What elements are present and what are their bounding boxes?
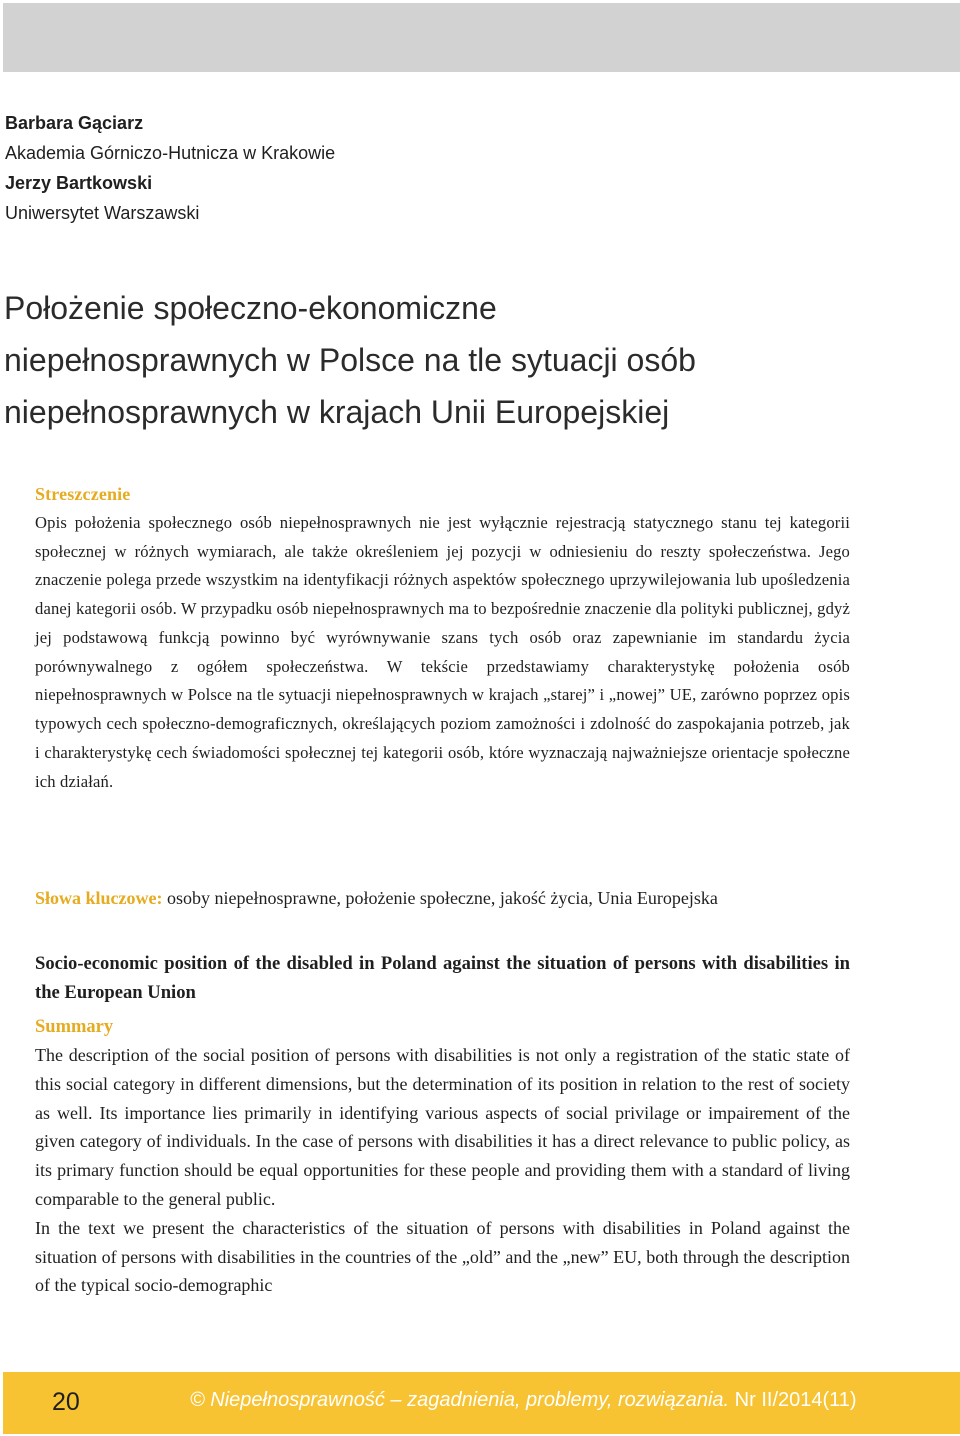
title-line: Położenie społeczno-ekonomiczne bbox=[4, 290, 497, 326]
author-name: Jerzy Bartkowski bbox=[5, 173, 153, 193]
english-title: Socio-economic position of the disabled in Poland against the situation of persons with disabilities in the European Union bbox=[35, 953, 850, 1003]
abstract-label: Streszczenie bbox=[35, 484, 131, 504]
header-bar bbox=[3, 3, 960, 72]
summary-en bbox=[35, 1013, 850, 1300]
abstract-pl bbox=[35, 480, 850, 796]
keywords bbox=[35, 884, 850, 913]
keywords-label: Słowa kluczowe: bbox=[35, 888, 163, 908]
title-line: niepełnosprawnych w Polsce na tle sytuacji osób bbox=[4, 342, 696, 378]
journal-info bbox=[190, 1389, 857, 1412]
summary-paragraph: The description of the social position of persons with disabilities is not only a registration of the static state of this social category in different dimensions, but the determination of its position in relation to the rest of society as well. Its importance lies primarily in identifying various aspects of social privilage or impairement of the given category of individuals. In the case of persons with disabilities it has a direct relevance to public policy, as its primary function should be equal opportunities for these people and providing them with a standard of living comparable to the general public. bbox=[35, 1045, 850, 1209]
abstract-text: Opis położenia społecznego osób niepełnosprawnych nie jest wyłącznie rejestracją statycznego stanu tej kategorii społecznej w różnych wymiarach, ale także określeniem jej pozycji w odniesieniu do reszty społeczeństwa. Jego znaczenie polega przede wszystkim na identyfikacji różnych aspektów społecznego uprzywilejowania lub upośledzenia danej kategorii osób. W przypadku osób niepełnosprawnych ma to bezpośrednie znaczenie dla polityki publicznej, gdyż jej podstawową funkcją powinno być wyrównywanie szans tych osób oraz zapewnianie im standardu życia porównywalnego z ogółem społeczeństwa. W tekście przedstawiamy charakterystykę położenia osób niepełnosprawnych w Polsce na tle sytuacji niepełnosprawnych w krajach „starej” i „nowej” UE, zarówno poprzez opis typowych cech społeczno-demograficznych, określających poziom zamożności i zdolność do zaspokajania potrzeb, jak i charakterystykę cech świadomości społecznej tej kategorii osób, które wyznaczają najważniejsze orientacje społeczne ich działań. bbox=[35, 512, 850, 791]
page-number: 20 bbox=[52, 1388, 80, 1416]
summary-label: Summary bbox=[35, 1017, 114, 1037]
author-block bbox=[5, 108, 335, 228]
author-institution: Akademia Górniczo-Hutnicza w Krakowie bbox=[5, 143, 336, 163]
title-line: niepełnosprawnych w krajach Unii Europejskiej bbox=[4, 394, 670, 430]
journal-name: © Niepełnosprawność – zagadnienia, problemy, rozwiązania. bbox=[190, 1389, 730, 1411]
article-title bbox=[4, 282, 944, 438]
author-name: Barbara Gąciarz bbox=[5, 113, 144, 133]
summary-paragraph: In the text we present the characteristics of the situation of persons with disabilities in Poland against the situation of persons with disabilities in the countries of the „old” and the „new” EU, both through the description of the typical socio-demographic bbox=[35, 1217, 850, 1296]
keywords-text: osoby niepełnosprawne, położenie społeczne, jakość życia, Unia Europejska bbox=[167, 888, 718, 908]
journal-issue: Nr II/2014(11) bbox=[734, 1389, 857, 1411]
author-institution: Uniwersytet Warszawski bbox=[5, 203, 200, 223]
